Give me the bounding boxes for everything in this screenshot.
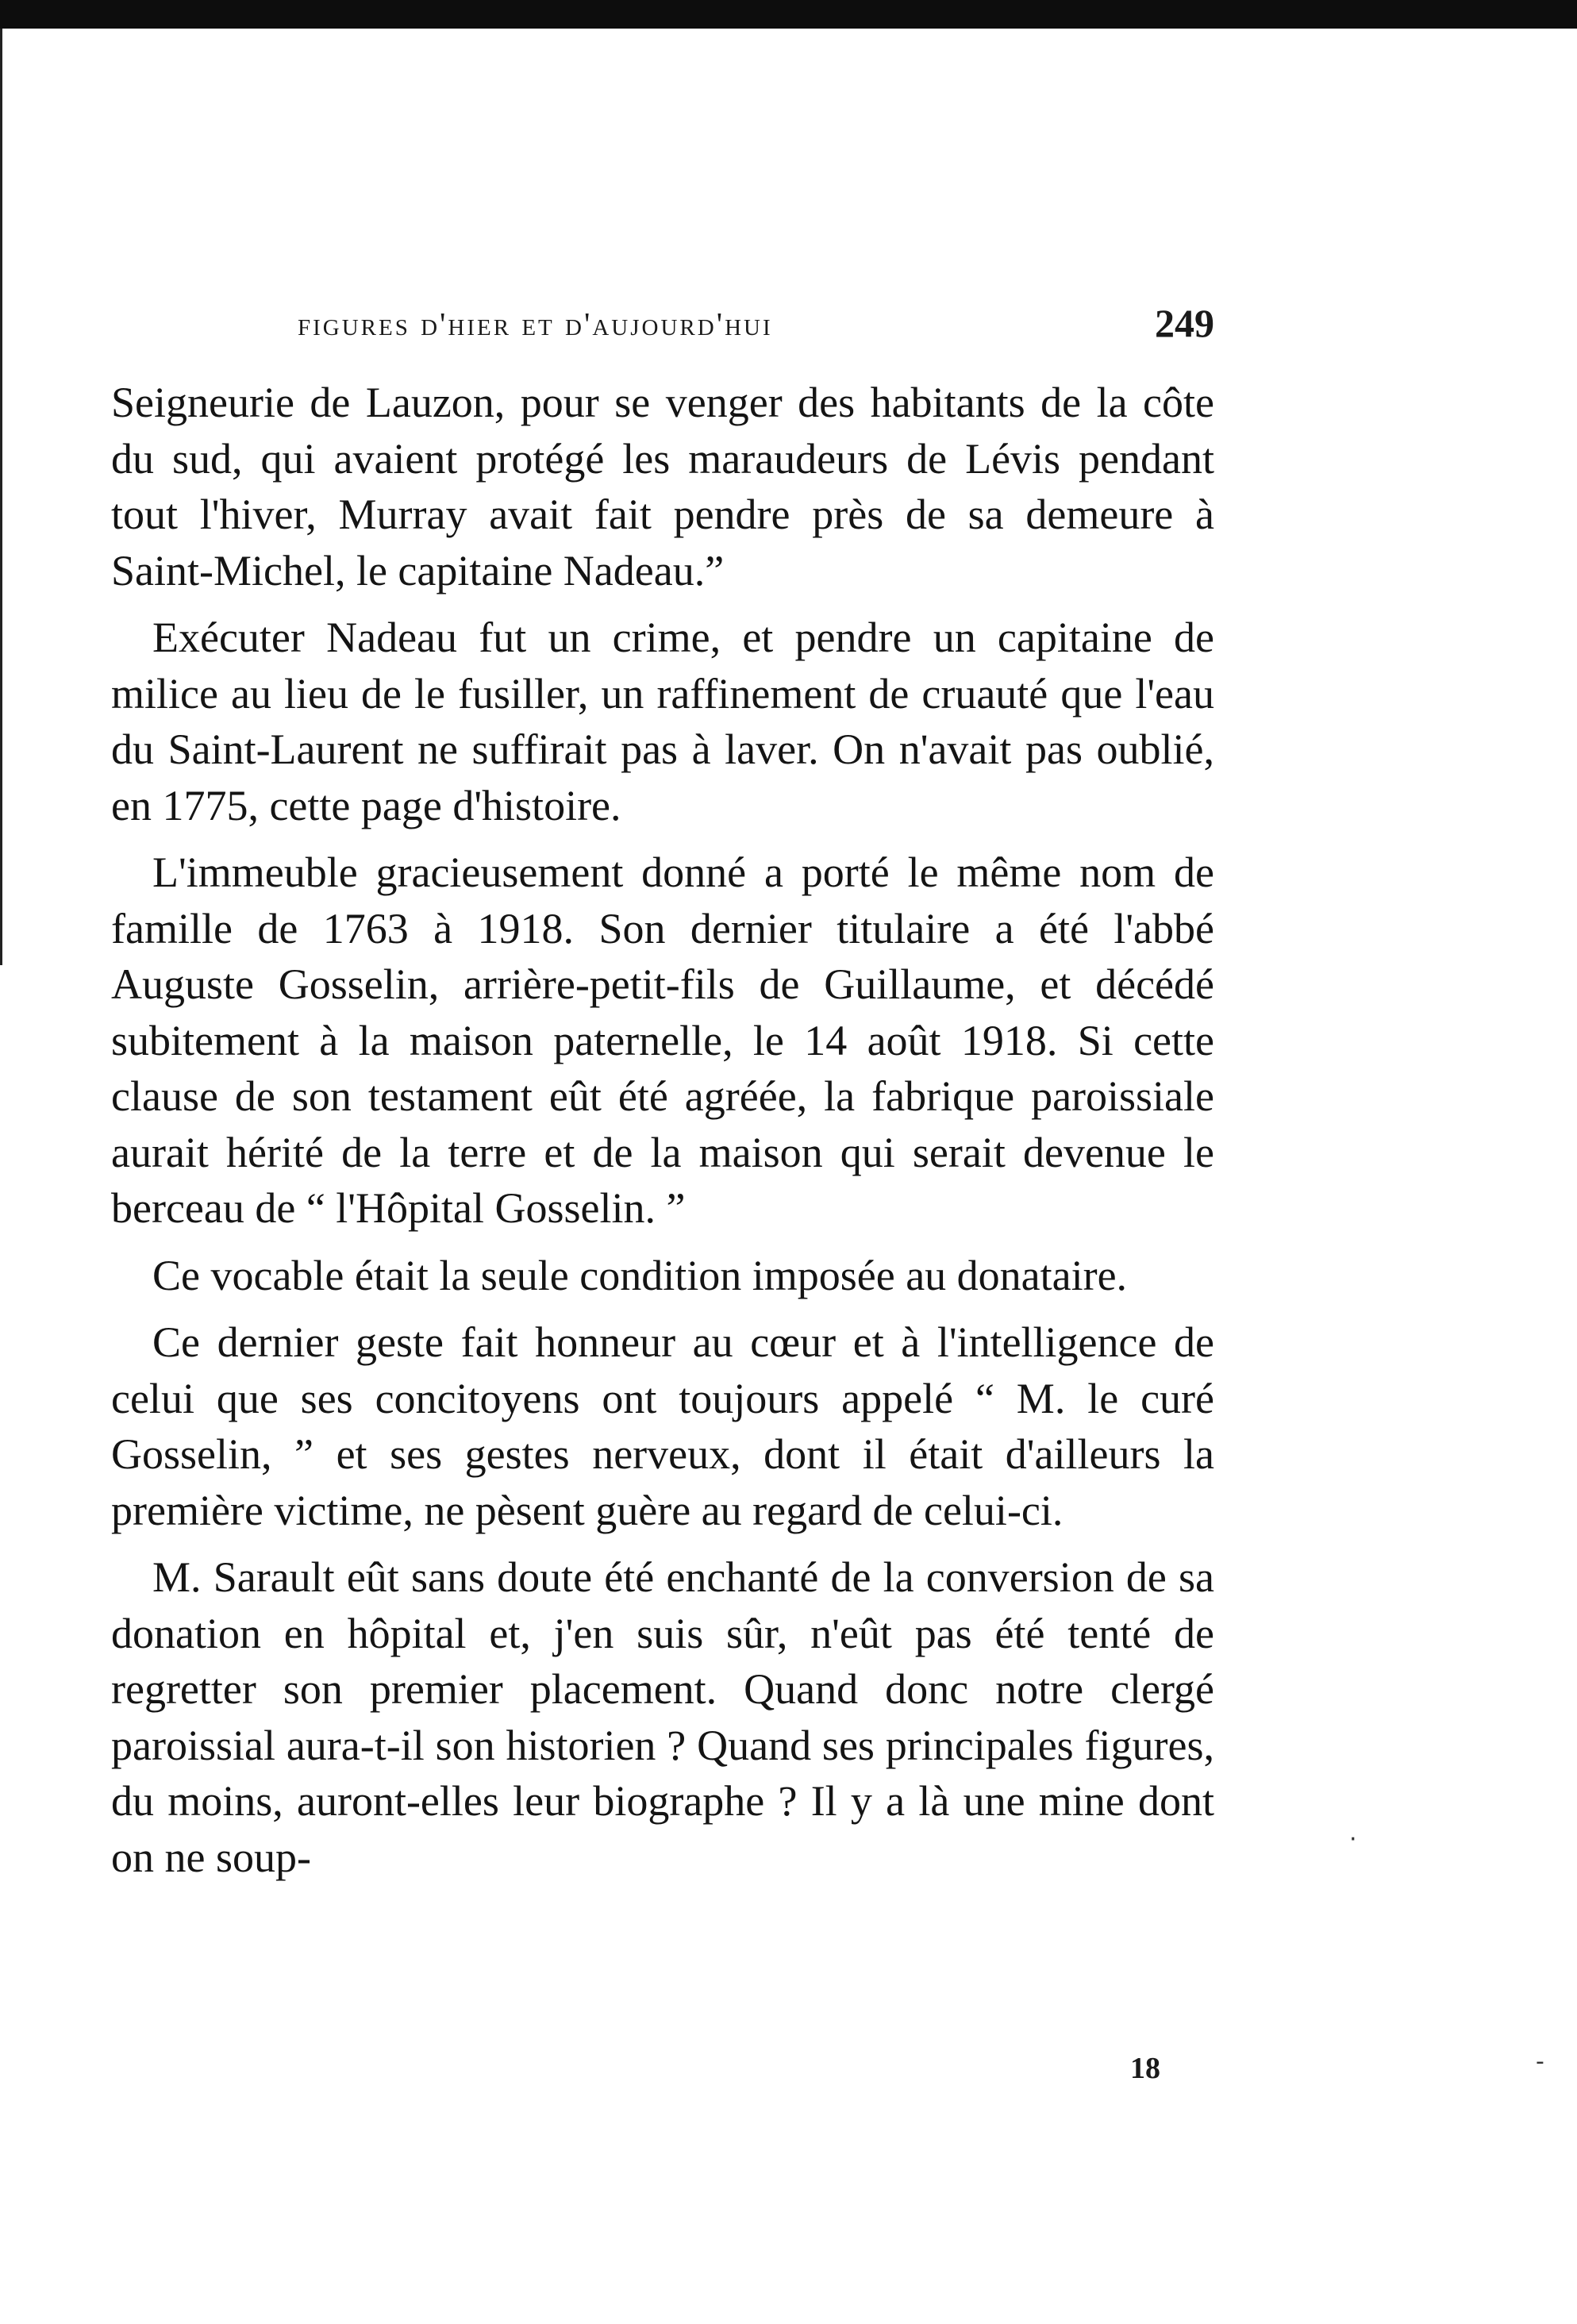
paragraph-2: Exécuter Nadeau fut un crime, et pendre un capitaine de milice au lieu de le fusiller, un raffinement de cruauté que l'eau du Saint-Laurent ne suffirait pas à laver. On n'avait pas oublié, en 1775, cette page d'histoire. xyxy=(111,614,1214,829)
stray-dash-mark: ‐ xyxy=(1536,2048,1544,2076)
paragraph-6: M. Sarault eût sans doute été enchanté de la conversion de sa donation en hôpital et, j'en suis sûr, n'eût pas été tenté de regretter son premier placement. Quand donc notre clergé paroissial aura-t-il son historien ? Quand ses principales figures, du moins, auront-elles leur biographe ? Il y a là une mine dont on ne soup- xyxy=(111,1553,1214,1881)
page-left-edge xyxy=(0,29,11,965)
text-body xyxy=(111,375,1214,1885)
running-head: figures d'hier et d'aujourd'hui xyxy=(298,306,773,342)
page-number: 249 xyxy=(1155,301,1214,345)
stray-dot-mark: · xyxy=(1349,1826,1357,1853)
paragraph-4: Ce vocable était la seule condition imposée au donataire. xyxy=(152,1251,1128,1299)
signature-mark: 18 xyxy=(1130,2052,1160,2085)
page-top-edge xyxy=(0,0,1577,29)
paragraph-1: Seigneurie de Lauzon, pour se venger des habitants de la côte du sud, qui avaient protégé les maraudeurs de Lévis pendant tout l'hiver, Murray avait fait pendre près de sa demeure à Saint-Michel, le capitaine Nadeau.” xyxy=(111,379,1214,594)
paragraph-5: Ce dernier geste fait honneur au cœur et à l'intelligence de celui que ses concitoyens ont toujours appelé “ M. le curé Gosselin, ” et ses gestes nerveux, dont il était d'ailleurs la première victime, ne pèsent guère au regard de celui-ci. xyxy=(111,1318,1214,1534)
page-header xyxy=(111,301,1214,349)
paragraph-3: L'immeuble gracieusement donné a porté le même nom de famille de 1763 à 1918. Son dernier titulaire a été l'abbé Auguste Gosselin, arrière-petit-fils de Guillaume, et décédé subitement à la maison paternelle, le 14 août 1918. Si cette clause de son testament eût été agréée, la fabrique paroissiale aurait hérité de la terre et de la maison qui serait devenue le berceau de “ l'Hôpital Gosselin. ” xyxy=(111,848,1214,1232)
